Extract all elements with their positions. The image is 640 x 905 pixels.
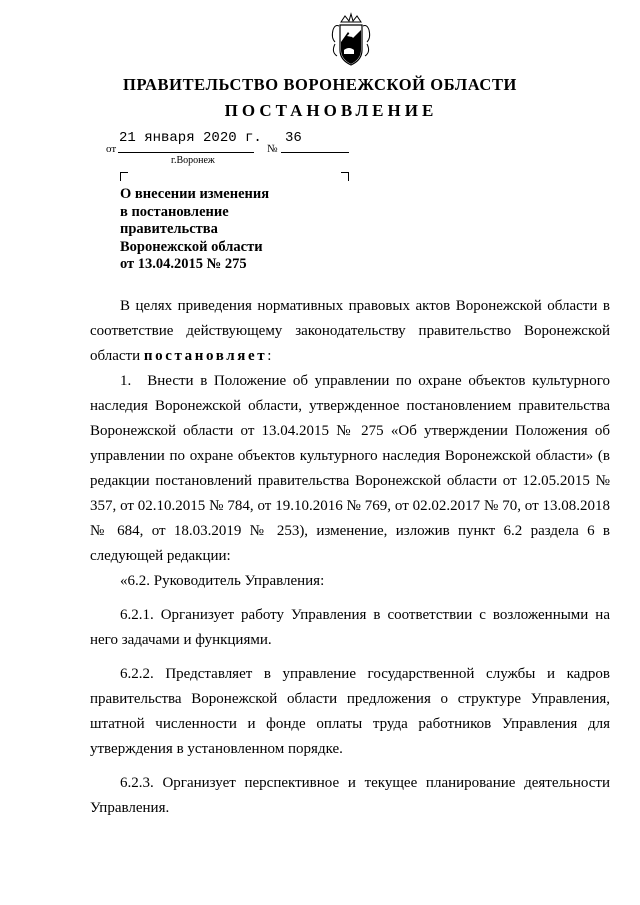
document-number: 36	[285, 130, 302, 146]
decree-colon: :	[267, 348, 272, 364]
clause-6-2-1: 6.2.1. Организует работу Управления в соответствии с возложенными на него задачами и функциями.	[90, 607, 610, 648]
subject-corner-right	[341, 172, 349, 181]
subject-line: от 13.04.2015 № 275	[120, 256, 247, 272]
number-label: №	[267, 143, 278, 155]
clause-6-2-3: 6.2.3. Организует перспективное и текущее планирование деятельности Управления.	[90, 775, 610, 816]
document-subject	[120, 186, 350, 274]
item-1-paragraph	[90, 369, 610, 569]
clause-6-2: «6.2. Руководитель Управления:	[120, 573, 325, 589]
voronezh-coat-of-arms-icon	[327, 10, 375, 70]
date-underline	[118, 152, 254, 153]
subject-corner-left	[120, 172, 128, 181]
preamble-text: В целях приведения нормативных правовых актов Воронежской области в соответствие действующему законодательству правительство Воронежской области	[90, 298, 610, 364]
decree-word: постановляет	[143, 348, 268, 364]
document-body	[90, 294, 610, 821]
subject-line: О внесении изменения	[120, 186, 270, 202]
date-from-label: от	[106, 143, 117, 155]
document-date: 21 января 2020 г.	[119, 130, 262, 146]
item-1-number: 1.	[120, 373, 132, 389]
clause-6-2-2: 6.2.2. Представляет в управление государственной службы и кадров правительства Воронежской области предложения о структуре Управления, штатной численности и фонде оплаты труда работников Управления для утверждения в установленном порядке.	[90, 666, 610, 757]
preamble-paragraph	[90, 294, 610, 369]
subject-line: в постановление	[120, 203, 229, 220]
item-1-text: Внести в Положение об управлении по охране объектов культурного наследия Воронежской области, утвержденное постановлением правительства Воронежской области от 13.04.2015 № 275 «Об утверждении Положения об управлении по охране объектов культурного наследия Воронежской области» (в редакции постановлений правительства Воронежской области от 12.05.2015 № 357, от 02.10.2015 № 784, от 19.10.2016 № 769, от 02.02.2017 № 70, от 13.08.2018 № 684, от 18.03.2019 № 253), изменение, изложив пункт 6.2 раздела 6 в следующей редакции:	[90, 373, 610, 564]
subject-line: правительства	[120, 221, 218, 237]
subject-line: Воронежской области	[120, 238, 263, 255]
government-title: ПРАВИТЕЛЬСТВО ВОРОНЕЖСКОЙ ОБЛАСТИ	[123, 75, 517, 94]
city-label: г.Воронеж	[171, 155, 215, 166]
number-underline	[281, 152, 349, 153]
document-type: ПОСТАНОВЛЕНИЕ	[224, 101, 438, 120]
